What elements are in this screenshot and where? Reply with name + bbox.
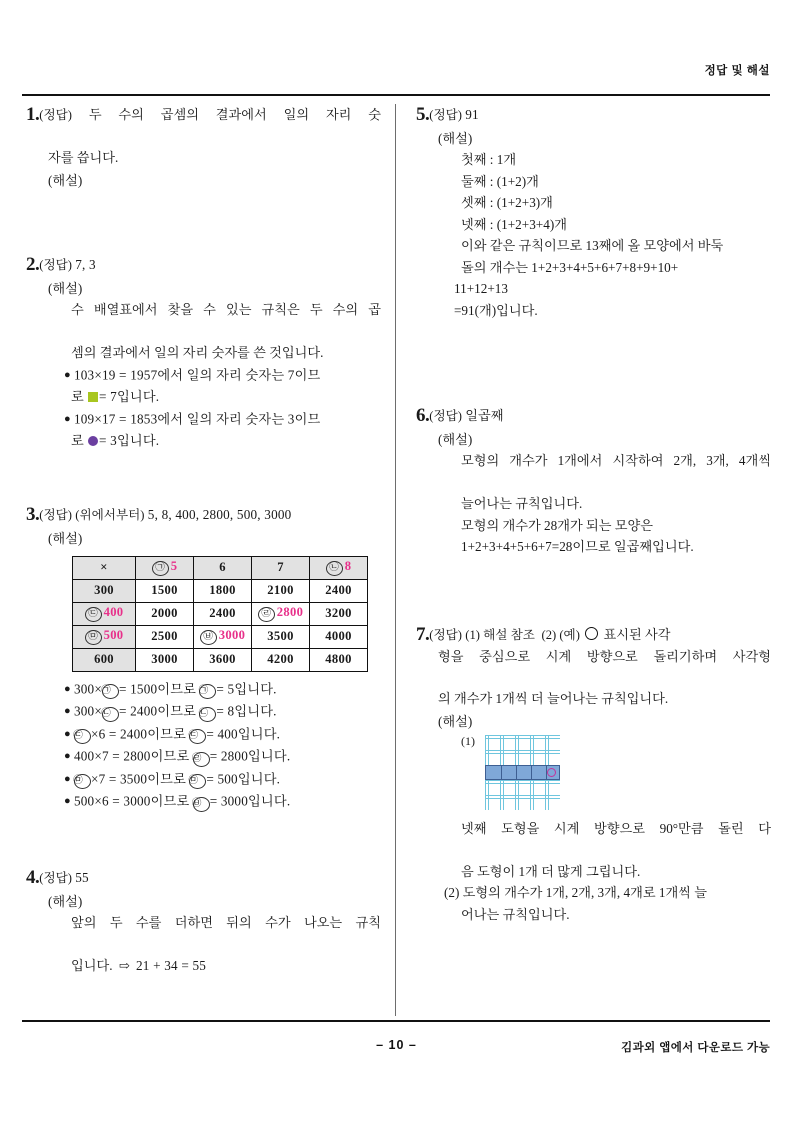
problem-4-explain-line2 xyxy=(71,955,381,977)
spacer xyxy=(416,321,771,345)
table-cell-value: 2800 xyxy=(276,605,304,619)
circled-label: ㉥ xyxy=(200,630,217,645)
spacer xyxy=(26,215,381,239)
problem-6-number: 6. xyxy=(416,405,430,426)
bullet-text: = 2400이므로 xyxy=(118,703,197,719)
table-cell xyxy=(194,556,252,579)
table-cell xyxy=(136,625,194,648)
problem-3-answer-line xyxy=(26,504,381,526)
table-cell-value: 3200 xyxy=(325,606,352,620)
multiplication-table-wrapper xyxy=(72,556,381,672)
table-cell-value: 5 xyxy=(170,559,178,573)
bullet-text: = 3000입니다. xyxy=(209,793,291,809)
problem-1-answer-line2: 자를 씁니다. xyxy=(48,150,119,165)
problem-7-grid-figure xyxy=(485,735,560,810)
spacer xyxy=(416,582,771,624)
problem-5-answer-text: 91 xyxy=(465,107,479,122)
problem-2-explain-line2: 셈의 결과에서 일의 자리 숫자를 쓴 것입니다. xyxy=(71,345,324,360)
table-row xyxy=(73,602,368,625)
table-cell xyxy=(136,602,194,625)
table-cell xyxy=(252,648,310,671)
circled-label: ㉣ xyxy=(193,752,210,767)
problem-3-explain-tag: (해설) xyxy=(48,530,83,546)
problem-2-bullet-1-cont xyxy=(71,386,381,408)
circled-label: ㉤ xyxy=(74,774,91,789)
left-column xyxy=(26,104,381,976)
table-cell xyxy=(136,579,194,602)
table-cell-value: 4000 xyxy=(325,629,352,643)
column-divider xyxy=(395,104,396,1016)
bullet-dot-icon: ● xyxy=(64,368,71,381)
problem-3 xyxy=(26,504,381,867)
table-cell-value: 500 xyxy=(103,628,124,642)
table-cell-value: 600 xyxy=(94,652,114,666)
bullet-text: = 500입니다. xyxy=(206,771,281,786)
table-cell-value: × xyxy=(100,560,108,574)
problem-7-number: 7. xyxy=(416,623,430,645)
problem-5-explain-tag: (해설) xyxy=(438,131,473,146)
rotation-center-circle-icon xyxy=(547,768,556,777)
problem-7-sub2-line1: (2) 도형의 개수가 1개, 2개, 3개, 4개로 1개씩 늘 xyxy=(444,885,707,900)
answer-tag: (정답) xyxy=(429,627,462,642)
multiplication-table xyxy=(72,556,368,672)
table-cell-value: 1800 xyxy=(209,583,236,597)
problem-5-seq-line-4: 넷째 : (1+2+3+4)개 xyxy=(461,216,567,232)
problem-2-bullet-1-tail: = 7입니다. xyxy=(99,389,160,404)
problem-6-explain-line4: 1+2+3+4+5+6+7=28이므로 일곱째입니다. xyxy=(461,539,694,554)
spacer xyxy=(416,558,771,582)
problem-4-answer-line xyxy=(26,867,381,889)
circled-label: ㉢ xyxy=(189,729,206,744)
bullet-text: = 400입니다. xyxy=(206,726,281,741)
right-arrow-icon: ⇨ xyxy=(118,957,130,973)
table-row xyxy=(73,625,368,648)
table-cell xyxy=(252,556,310,579)
circled-label: ㉢ xyxy=(85,607,102,622)
cell-divider xyxy=(516,766,517,779)
problem-6-explain-line2: 늘어나는 규칙입니다. xyxy=(461,496,583,511)
problem-4-number: 4. xyxy=(26,866,40,888)
problem-5 xyxy=(416,104,771,405)
problem-2 xyxy=(26,254,381,504)
problem-2-bullet-1 xyxy=(64,364,381,387)
bullet-text: 500×6 = 3000이므로 xyxy=(73,793,190,809)
problem-6 xyxy=(416,405,771,624)
problem-3-bullet xyxy=(64,678,381,701)
table-cell-value: 6 xyxy=(219,560,226,574)
table-row xyxy=(73,579,368,602)
problem-3-answer-text: 5, 8, 400, 2800, 500, 3000 xyxy=(147,506,292,522)
table-cell xyxy=(136,648,194,671)
problem-7-answer-line3: 의 개수가 1개씩 더 늘어나는 규칙입니다. xyxy=(438,690,669,706)
table-cell xyxy=(194,625,252,648)
answer-tag: (정답) xyxy=(429,409,462,423)
problem-7-explain-line2: 음 도형이 1개 더 많게 그립니다. xyxy=(461,863,641,879)
bullet-text: = 2800입니다. xyxy=(209,748,291,764)
table-cell-value: 2400 xyxy=(325,583,352,597)
problem-2-bullet-2-text: 109×17 = 1853에서 일의 자리 숫자는 3이므 xyxy=(73,411,321,426)
problem-3-answer-prefix: (위에서부터) xyxy=(75,507,145,522)
table-cell xyxy=(252,602,310,625)
problem-2-bullet-1-text: 103×19 = 1957에서 일의 자리 숫자는 7이므 xyxy=(73,367,321,382)
problem-6-explain-tag: (해설) xyxy=(438,432,473,447)
problem-5-explain-line2: 돌의 개수는 1+2+3+4+5+6+7+8+9+10+ xyxy=(461,259,679,275)
answer-tag: (정답) xyxy=(39,870,72,885)
bullet-dot-icon: ● xyxy=(64,772,71,785)
answer-tag: (정답) xyxy=(39,507,72,522)
table-cell xyxy=(194,579,252,602)
spacer xyxy=(26,813,381,837)
problem-4-answer-text: 55 xyxy=(75,869,89,885)
problem-6-answer-line xyxy=(416,405,771,427)
table-cell xyxy=(73,579,136,602)
green-square-icon xyxy=(88,392,98,402)
table-cell-value: 3600 xyxy=(209,652,236,666)
problem-5-explain-line1: 이와 같은 규칙이므로 13째에 올 모양에서 바둑 xyxy=(461,238,724,253)
problem-5-answer-line xyxy=(416,104,771,126)
problem-7-figure-label: (1) xyxy=(461,733,475,748)
bullet-text: = 5입니다. xyxy=(216,681,277,696)
table-header-row xyxy=(73,556,368,579)
table-cell-value: 4200 xyxy=(267,652,294,666)
table-cell xyxy=(194,648,252,671)
problem-2-answer-line xyxy=(26,254,381,276)
table-cell-value: 2000 xyxy=(151,606,178,620)
answer-tag: (정답) xyxy=(429,108,462,122)
spacer xyxy=(26,239,381,254)
bullet-text: ×7 = 3500이므로 xyxy=(90,771,187,786)
circled-label: ㉤ xyxy=(189,774,206,789)
bullet-text: 400×7 = 2800이므로 xyxy=(73,748,190,764)
problem-7-explain-line1: 넷째 도형을 시계 방향으로 90°만큼 돌린 다 xyxy=(461,820,771,836)
problem-2-bullet-2-cont xyxy=(71,430,381,452)
circled-label: ㉤ xyxy=(85,630,102,645)
bullet-text: = 8입니다. xyxy=(216,703,277,719)
problem-1-number: 1. xyxy=(26,104,40,125)
problem-2-explain-line1: 수 배열표에서 찾을 수 있는 규칙은 두 수의 곱 xyxy=(71,302,381,317)
table-cell-value: 3500 xyxy=(267,629,294,643)
circled-label: ㉠ xyxy=(199,684,216,699)
table-row xyxy=(73,648,368,671)
circled-label: ㉡ xyxy=(199,707,216,722)
problem-2-explain-tag: (해설) xyxy=(48,281,83,296)
problem-7-answer-a: (1) 해설 참조 xyxy=(465,627,535,642)
problem-7-answer-line xyxy=(416,624,771,646)
answer-tag: (정답) xyxy=(39,258,72,272)
table-cell xyxy=(73,648,136,671)
problem-7-figure-row xyxy=(461,732,771,818)
right-column xyxy=(416,104,771,925)
top-rule xyxy=(22,94,770,96)
problem-2-bullet-2-tail: = 3입니다. xyxy=(99,433,160,448)
page-number: – 10 – xyxy=(376,1038,417,1052)
bullet-text: = 1500이므로 xyxy=(118,681,197,696)
table-cell-value: 300 xyxy=(94,583,114,597)
problem-2-bullet-2-lead: 로 xyxy=(71,433,84,448)
problem-7 xyxy=(416,624,771,926)
spacer xyxy=(26,191,381,215)
running-head: 정답 및 해설 xyxy=(704,65,770,77)
spacer xyxy=(26,837,381,867)
circled-label: ㉠ xyxy=(102,684,119,699)
circled-label: ㉠ xyxy=(152,561,169,576)
problem-1 xyxy=(26,104,381,254)
spacer xyxy=(416,345,771,405)
footer-note: 김과외 앱에서 다운로드 가능 xyxy=(621,1042,770,1054)
problem-4 xyxy=(26,867,381,977)
table-cell-value: 8 xyxy=(344,559,352,573)
multiplication-table-body xyxy=(73,556,368,671)
bullet-text: 300× xyxy=(73,703,102,719)
problem-3-bullet xyxy=(64,768,381,791)
problem-4-explain-line2-lead: 입니다. xyxy=(71,957,113,973)
circled-label: ㉡ xyxy=(326,561,343,576)
table-cell-value: 7 xyxy=(277,560,284,574)
table-cell-value: 2500 xyxy=(151,629,178,643)
problem-2-bullet-1-lead: 로 xyxy=(71,389,84,404)
table-cell-value: 2400 xyxy=(209,606,236,620)
problem-6-explain-line1: 모형의 개수가 1개에서 시작하여 2개, 3개, 4개씩 xyxy=(461,453,771,468)
table-cell-value: 3000 xyxy=(218,628,246,642)
problem-1-explain-tag: (해설) xyxy=(48,173,83,188)
bullet-dot-icon: ● xyxy=(64,750,71,762)
problem-5-explain-line3: 11+12+13 xyxy=(454,281,508,296)
table-cell xyxy=(310,579,368,602)
problem-7-answer-c: 표시된 사각 xyxy=(603,626,671,642)
answer-tag: (정답) xyxy=(39,108,72,122)
table-cell-value: 2100 xyxy=(267,583,294,597)
bullet-text: 300× xyxy=(73,681,102,696)
cell-divider xyxy=(531,766,532,779)
bullet-dot-icon: ● xyxy=(64,412,71,425)
table-cell-value: 4800 xyxy=(325,652,352,666)
problem-1-answer-line xyxy=(26,104,381,147)
table-cell-value: 400 xyxy=(103,605,124,619)
table-cell xyxy=(310,648,368,671)
problem-4-explain-line1: 앞의 두 수를 더하면 뒤의 수가 나오는 규칙 xyxy=(71,914,381,930)
problem-3-bullet xyxy=(64,723,381,746)
table-cell xyxy=(252,625,310,648)
problem-5-explain-line4: =91(개)입니다. xyxy=(454,302,538,318)
circled-label: ㉡ xyxy=(102,707,119,722)
problem-5-seq-line-3: 셋째 : (1+2+3)개 xyxy=(461,195,553,210)
problem-5-seq-line-2: 둘째 : (1+2)개 xyxy=(461,173,539,189)
table-cell xyxy=(252,579,310,602)
table-cell xyxy=(310,556,368,579)
bullet-dot-icon: ● xyxy=(64,795,71,807)
cell-divider xyxy=(501,766,502,779)
problem-3-bullet-list xyxy=(26,678,381,813)
circled-label: ㉢ xyxy=(74,729,91,744)
problem-5-seq-line-1: 첫째 : 1개 xyxy=(461,152,517,167)
problem-6-explain-line3: 모형의 개수가 28개가 되는 모양은 xyxy=(461,517,653,533)
table-cell xyxy=(310,625,368,648)
table-cell xyxy=(310,602,368,625)
problem-3-bullet xyxy=(64,745,381,768)
spacer xyxy=(26,476,381,504)
problem-3-bullet xyxy=(64,700,381,723)
problem-6-answer-text: 일곱째 xyxy=(465,408,504,423)
table-cell-value: 3000 xyxy=(151,652,178,666)
bullet-dot-icon: ● xyxy=(64,727,71,740)
table-cell xyxy=(73,602,136,625)
purple-circle-icon xyxy=(88,436,98,446)
table-cell xyxy=(194,602,252,625)
bottom-rule xyxy=(22,1020,770,1022)
circled-label: ㉣ xyxy=(258,607,275,622)
problem-2-bullet-2 xyxy=(64,408,381,431)
table-cell-value: 1500 xyxy=(151,583,178,597)
problem-7-sub2-line2: 어나는 규칙입니다. xyxy=(461,906,570,922)
problem-3-bullet xyxy=(64,790,381,813)
bullet-dot-icon: ● xyxy=(64,705,71,717)
problem-2-number: 2. xyxy=(26,254,40,275)
circled-label: ㉥ xyxy=(193,797,210,812)
problem-1-answer-text: 두 수의 곱셈의 결과에서 일의 자리 숫 xyxy=(88,107,382,122)
problem-7-answer-b: (2) (예) xyxy=(541,627,580,642)
bullet-text: ×6 = 2400이므로 xyxy=(90,726,187,741)
table-cell xyxy=(73,625,136,648)
problem-7-answer-line2: 형을 중심으로 시계 방향으로 돌리기하며 사각형 xyxy=(438,648,771,664)
problem-7-explain-tag: (해설) xyxy=(438,713,473,729)
table-cell xyxy=(73,556,136,579)
open-circle-icon xyxy=(585,627,598,640)
problem-5-number: 5. xyxy=(416,104,430,125)
problem-3-number: 3. xyxy=(26,503,40,525)
spacer xyxy=(26,452,381,476)
bullet-dot-icon: ● xyxy=(64,682,71,695)
table-cell xyxy=(136,556,194,579)
problem-4-explain-tag: (해설) xyxy=(48,893,83,909)
problem-4-equation: 21 + 34 = 55 xyxy=(136,957,207,973)
problem-2-answer-text: 7, 3 xyxy=(75,257,96,272)
